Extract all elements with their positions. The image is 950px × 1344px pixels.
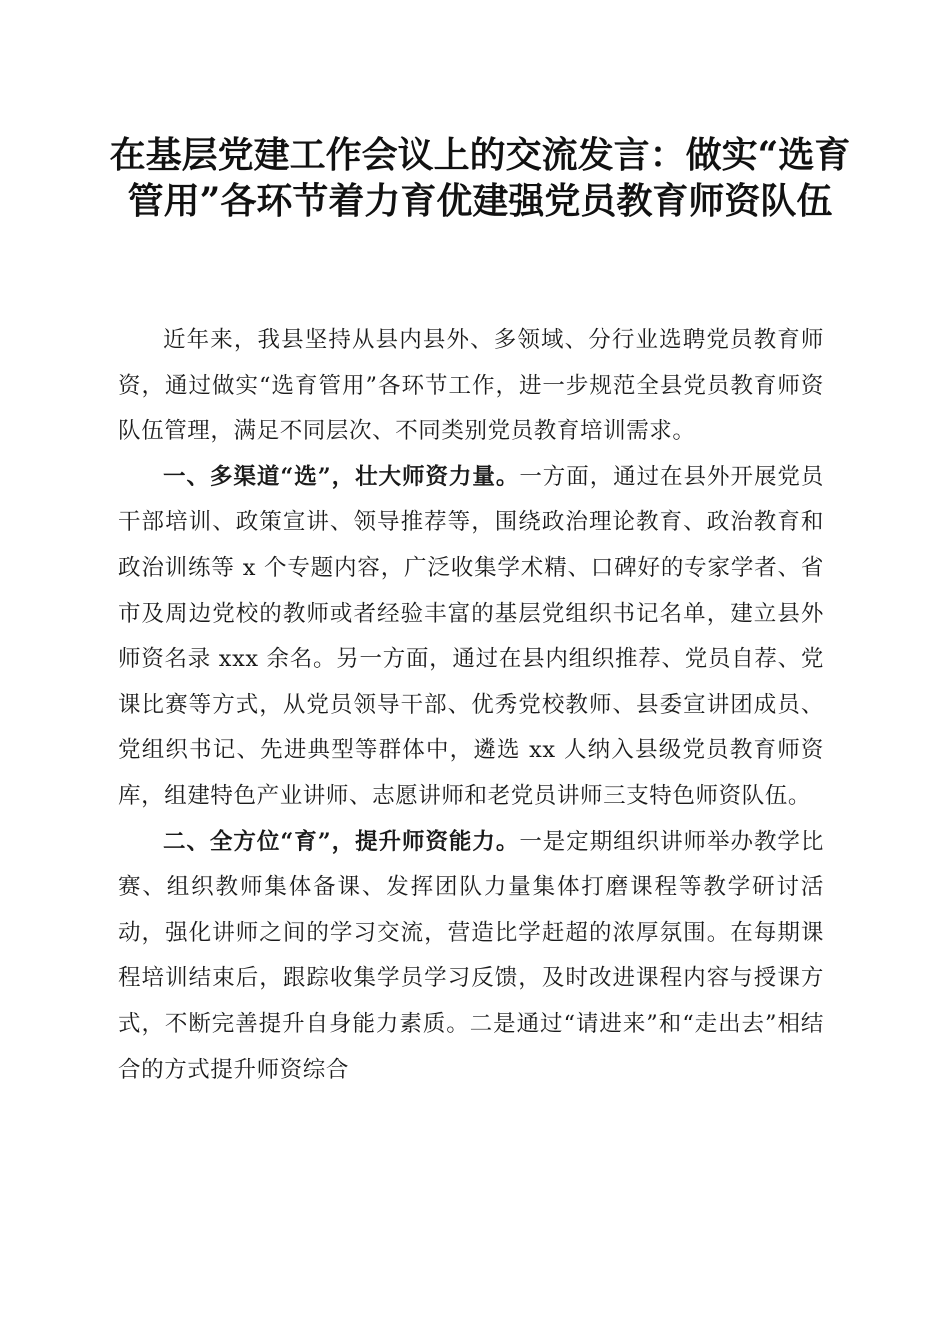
section-2-heading: 二、全方位“育”，提升师资能力。 xyxy=(163,828,520,855)
section-1-text: 一方面，通过在县外开展党员干部培训、政策宣讲、领导推荐等，围绕政治理论教育、政治教育和政治训练等 x 个专题内容，广泛收集学术精、口碑好的专家学者、省市及周边党校的教师或者经验丰富的基层党组织书记名单，建立县外师资名录 xxx 余名。另一方面，通过在县内组织推荐、党员自荐、党课比赛等方式，从党员领导干部、优秀党校教师、县委宣讲团成员、党组织书记、先进典型等群体中，遴选 xx 人纳入县级党员教育师资库，组建特色产业讲师、志愿讲师和老党员讲师三支特色师资队伍。 xyxy=(118,463,825,809)
section-1-heading: 一、多渠道“选”，壮大师资力量。 xyxy=(163,463,520,490)
document-body xyxy=(118,318,824,1093)
document-title: 在基层党建工作会议上的交流发言：做实“选育管用”各环节着力育优建强党员教育师资队伍 xyxy=(109,134,851,222)
intro-paragraph: 近年来，我县坚持从县内县外、多领域、分行业选聘党员教育师资，通过做实“选育管用”各环节工作，进一步规范全县党员教育师资队伍管理，满足不同层次、不同类别党员教育培训需求。 xyxy=(118,327,824,445)
section-1-paragraph xyxy=(118,455,824,820)
section-2-paragraph xyxy=(118,820,824,1094)
section-2-text: 一是定期组织讲师举办教学比赛、组织教师集体备课、发挥团队力量集体打磨课程等教学研讨活动，强化讲师之间的学习交流，营造比学赶超的浓厚氛围。在每期课程培训结束后，跟踪收集学员学习反馈，及时改进课程内容与授课方式，不断完善提升自身能力素质。二是通过“请进来”和“走出去”相结合的方式提升师资综合 xyxy=(118,828,825,1083)
